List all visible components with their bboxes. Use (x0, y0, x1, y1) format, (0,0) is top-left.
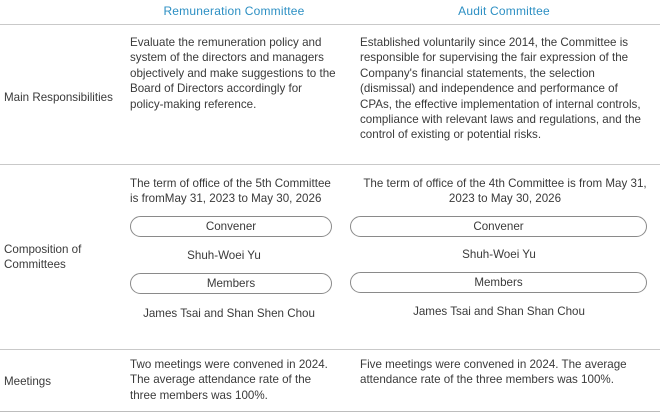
header-blank-cell (0, 0, 120, 25)
remuneration-responsibilities-text: Evaluate the remuneration policy and system of the directors and managers objectively and make suggestions to the Board of Directors accordingly for policy-making reference. (130, 36, 336, 111)
audit-term-text: The term of office of the 4th Committee is from May 31, 2023 to May 30, 2026 (363, 177, 647, 206)
header-audit-committee: Audit Committee (348, 0, 660, 25)
row-composition-of-committees (0, 165, 660, 350)
audit-members-pill: Members (350, 272, 647, 293)
remuneration-convener-name: Shuh-Woei Yu (187, 248, 261, 262)
audit-convener-pill: Convener (350, 216, 647, 237)
remuneration-members-names: James Tsai and Shan Shen Chou (143, 307, 315, 321)
audit-members-names: James Tsai and Shan Shan Chou (413, 305, 585, 319)
remuneration-term-text: The term of office of the 5th Committee is fromMay 31, 2023 to May 30, 2026 (130, 177, 331, 206)
row-main-responsibilities (0, 25, 660, 165)
remuneration-convener-pill: Convener (130, 216, 332, 237)
table-header-row (0, 0, 660, 25)
remuneration-composition-cell (120, 165, 348, 350)
audit-convener-name: Shuh-Woei Yu (462, 247, 536, 261)
remuneration-meetings-text: Two meetings were convened in 2024. The average attendance rate of the three members was 100%. (130, 358, 328, 402)
remuneration-members-pill: Members (130, 273, 332, 294)
audit-meetings-text: Five meetings were convened in 2024. The average attendance rate of the three members was 100%. (360, 358, 627, 387)
audit-composition-cell (348, 165, 660, 350)
row-label-main-responsibilities: Main Responsibilities (4, 90, 113, 104)
row-meetings (0, 350, 660, 412)
row-label-composition: Composition of Committees (4, 242, 82, 271)
audit-responsibilities-text: Established voluntarily since 2014, the Committee is responsible for supervising the fair expression of the Company's financial statements, the selection (dismissal) and independence and performance of CPAs, the effective implementation of internal controls, compliance with relevant laws and regulations, and the control of existing or potential risks. (360, 36, 641, 142)
row-label-meetings: Meetings (4, 374, 52, 388)
header-remuneration-committee: Remuneration Committee (120, 0, 348, 25)
